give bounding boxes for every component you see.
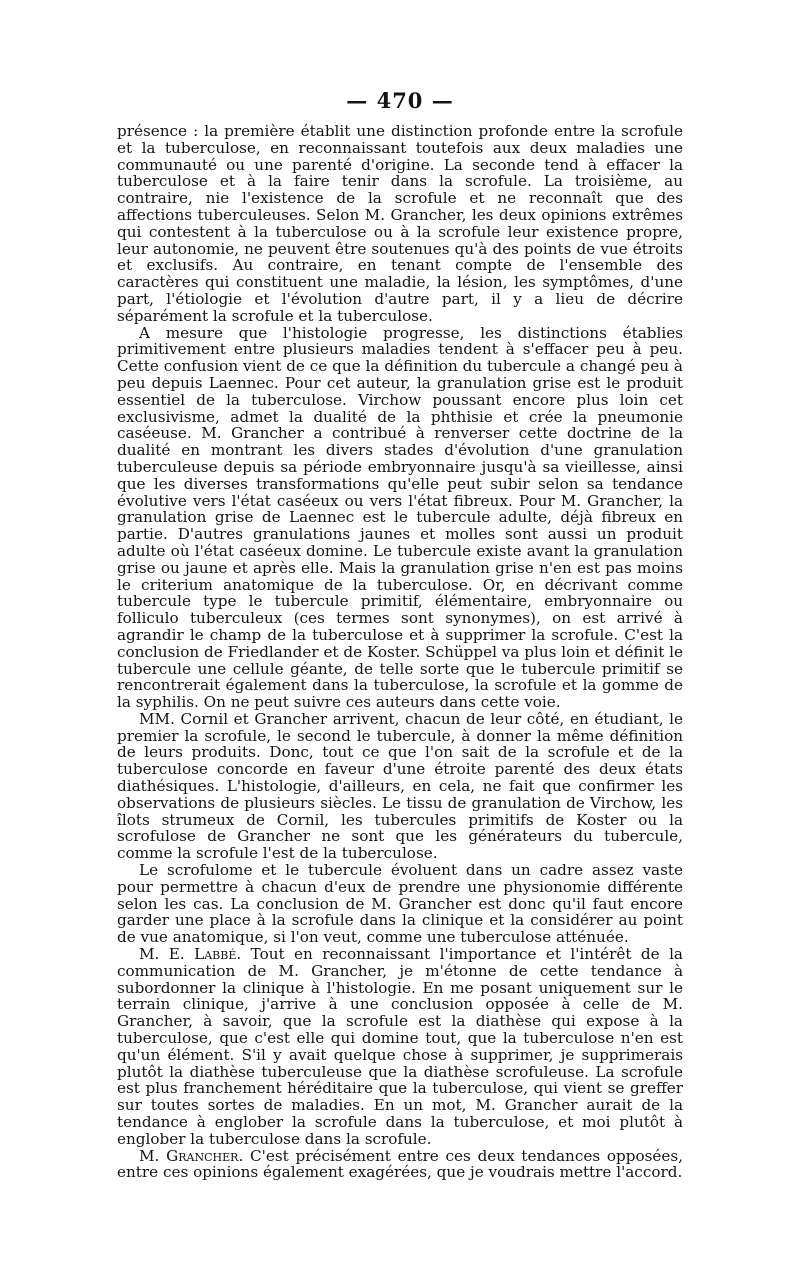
paragraph-4: Le scrofulome et le tubercule évoluent dans un cadre assez vaste pour permettre à chacun d'eux de prendre une physionomie différente selon les cas. La conclusion de M. Grancher est donc qu'il faut encore garder une place à la scrofule dans la clinique et la considérer au point de vue anatomique, si l'on veut, comme une tuberculose atténuée. <box>117 861 683 947</box>
speaker-grancher: M. Grancher. <box>139 1146 244 1165</box>
speaker-labbe: M. E. Labbé. <box>139 945 242 964</box>
paragraph-6-text: C'est précisément entre ces deux tendances opposées, entre ces opinions également exagérées, que je voudrais mettre l'accord. <box>117 1146 683 1182</box>
paragraph-6 <box>117 1148 683 1182</box>
paragraph-2: A mesure que l'histologie progresse, les distinctions établies primitivement entre plusieurs maladies tendent à s'effacer peu à peu. Cette confusion vient de ce que la définition du tubercule a changé peu à peu depuis Laennec. Pour cet auteur, la granulation grise est le produit essentiel de la tuberculose. Virchow poussant encore plus loin cet exclusivisme, admet la dualité de la phthisie et crée la pneumonie caséeuse. M. Grancher a contribué à renverser cette doctrine de la dualité en montrant les divers stades d'évolution d'une granulation tuberculeuse depuis sa période embryonnaire jusqu'à sa vieillesse, ainsi que les diverses transformations qu'elle peut subir selon sa tendance évolutive vers l'état caséeux ou vers l'état fibreux. Pour M. Grancher, la granulation grise de Laennec est le tubercule adulte, déjà fibreux en partie. D'autres granulations jaunes et molles sont aussi un produit adulte où l'état caséeux domine. Le tubercule existe avant la granulation grise ou jaune et après elle. Mais la granulation grise n'en est pas moins le criterium anatomique de la tuberculose. Or, en décrivant comme tubercule type le tubercule primitif, élémentaire, embryonnaire ou folliculo tuberculeux (ces termes sont synonymes), on est arrivé à agrandir le champ de la tuberculose et à supprimer la scrofule. C'est la conclusion de Friedlander et de Koster. Schüppel va plus loin et définit le tubercule une cellule géante, de telle sorte que le tubercule primitif se rencontrerait également dans la tuberculose, la scrofule et la gomme de la syphilis. On ne peut suivre ces auteurs dans cette voie. <box>117 323 683 712</box>
paragraph-5 <box>117 946 683 1148</box>
paragraph-1: présence : la première établit une distinction profonde entre la scrofule et la tuberculose, en reconnaissant toutefois aux deux maladies une communauté ou une parenté d'origine. La seconde tend à effacer la tuberculose et à la faire tenir dans la scrofule. La troisième, au contraire, nie l'existence de la scrofule et ne reconnaît que des affections tuberculeuses. Selon M. Grancher, les deux opinions extrêmes qui contestent à la tuberculose ou à la scrofule leur existence propre, leur autonomie, ne peuvent être soutenues qu'à des points de vue étroits et exclusifs. Au contraire, en tenant compte de l'ensemble des caractères qui constituent une maladie, la lésion, les symptômes, d'une part, l'étiologie et l'évolution d'autre part, il y a lieu de décrire séparément la scrofule et la tuberculose. <box>117 122 683 325</box>
document-page <box>117 88 683 1181</box>
paragraph-3: MM. Cornil et Grancher arrivent, chacun de leur côté, en étudiant, le premier la scrofule, le second le tubercule, à donner la même définition de leurs produits. Donc, tout ce que l'on sait de la scrofule et de la tuberculose concorde en faveur d'une étroite parenté des deux états diathésiques. L'histologie, d'ailleurs, en cela, ne fait que confirmer les observations de plusieurs siècles. Le tissu de granulation de Virchow, les îlots strumeux de Cornil, les tubercules primitifs de Koster ou la scrofulose de Grancher ne sont que les générateurs du tubercule, comme la scrofule l'est de la tuberculose. <box>117 709 683 863</box>
page-number: — 470 — <box>346 88 454 113</box>
paragraph-5-text: Tout en reconnaissant l'importance et l'intérêt de la communication de M. Grancher, je m'étonne de cette tendance à subordonner la clinique à l'histologie. En me posant uniquement sur le terrain clinique, j'arrive à une conclusion opposée à celle de M. Grancher, à savoir, que la scrofule est la diathèse qui expose à la tuberculose, que c'est elle qui domine tout, que la tuberculose n'en est qu'un élément. S'il y avait quelque chose à supprimer, je supprimerais plutôt la diathèse tuberculeuse que la diathèse scrofuleuse. La scrofule est plus franchement héréditaire que la tuberculose, qui vient se greffer sur toutes sortes de maladies. En un mot, M. Grancher aurait de la tendance à englober la scrofule dans la tuberculose, et moi plutôt à englober la tuberculose dans la scrofule. <box>117 945 683 1148</box>
